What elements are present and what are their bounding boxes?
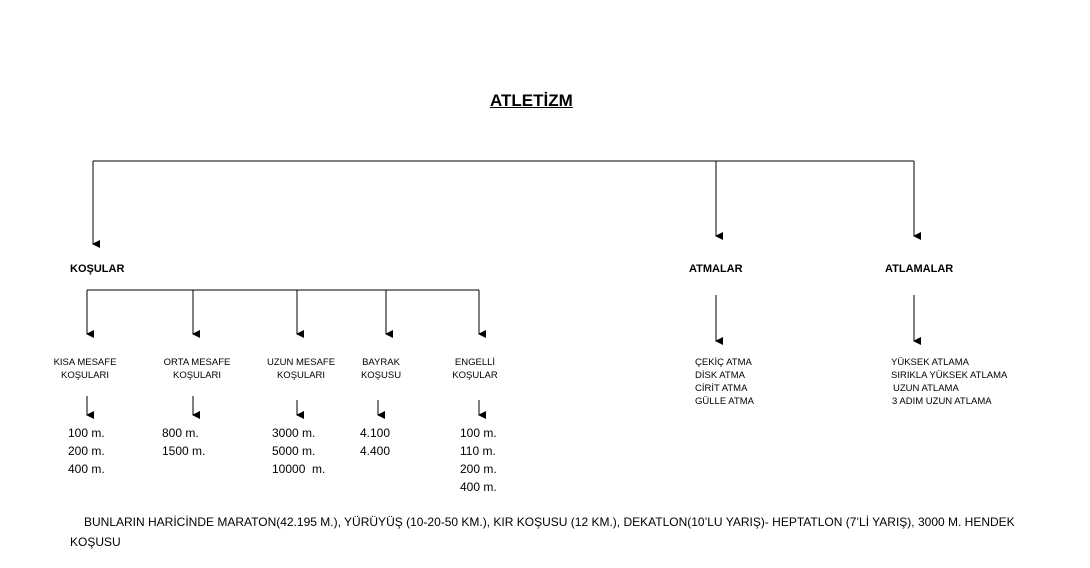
list-item: SIRIKLA YÜKSEK ATLAMA — [891, 370, 1008, 381]
list-item: 4.100 — [360, 426, 391, 440]
group-label-uzun: UZUN MESAFE KOŞULARI — [266, 357, 336, 381]
list-item: UZUN ATLAMA — [893, 383, 959, 394]
list-item: DİSK ATMA — [695, 370, 745, 381]
list-item: 10000 m. — [272, 462, 326, 476]
group-label-engelli: ENGELLİ KOŞULAR — [452, 357, 498, 381]
list-item: 100 m. — [460, 426, 497, 440]
list-item: YÜKSEK ATLAMA — [891, 357, 969, 368]
list-item: ÇEKİÇ ATMA — [695, 357, 752, 368]
list-item: 800 m. — [162, 426, 199, 440]
list-engelli — [460, 424, 497, 496]
list-item: 3 ADIM UZUN ATLAMA — [892, 396, 992, 407]
list-item: 3000 m. — [272, 426, 316, 440]
list-orta — [162, 424, 205, 460]
list-item: 100 m. — [68, 426, 105, 440]
list-bayrak — [360, 424, 390, 460]
category-atmalar: ATMALAR — [689, 263, 743, 275]
category-atlamalar: ATLAMALAR — [885, 263, 954, 275]
list-item: 200 m. — [460, 462, 497, 476]
list-item: 400 m. — [460, 480, 497, 494]
footer-note: BUNLARIN HARİCİNDE MARATON(42.195 M.), YÜRÜYÜŞ (10-20-50 KM.), KIR KOŞUSU (12 KM.), DEKATLON(10’LU YARIŞ)- HEPTATLON (7’Lİ YARIŞ), 3000 M. HENDEK KOŞUSU — [70, 515, 1015, 549]
list-item: 200 m. — [68, 444, 105, 458]
list-atmalar — [695, 356, 754, 408]
group-label-kisa: KISA MESAFE KOŞULARI — [53, 357, 117, 381]
list-item: 5000 m. — [272, 444, 316, 458]
list-atlamalar — [891, 356, 1007, 408]
list-kisa — [68, 424, 105, 478]
list-item: GÜLLE ATMA — [695, 396, 754, 407]
list-item: 1500 m. — [162, 444, 206, 458]
list-item: CİRİT ATMA — [695, 383, 748, 394]
list-item: 400 m. — [68, 462, 105, 476]
list-uzun — [272, 424, 325, 478]
category-kosular: KOŞULAR — [70, 263, 125, 275]
group-label-orta: ORTA MESAFE KOŞULARI — [163, 357, 231, 381]
group-label-bayrak: BAYRAK KOŞUSU — [360, 357, 402, 381]
page-title: ATLETİZM — [490, 91, 573, 110]
list-item: 4.400 — [360, 444, 391, 458]
list-item: 110 m. — [460, 444, 496, 458]
